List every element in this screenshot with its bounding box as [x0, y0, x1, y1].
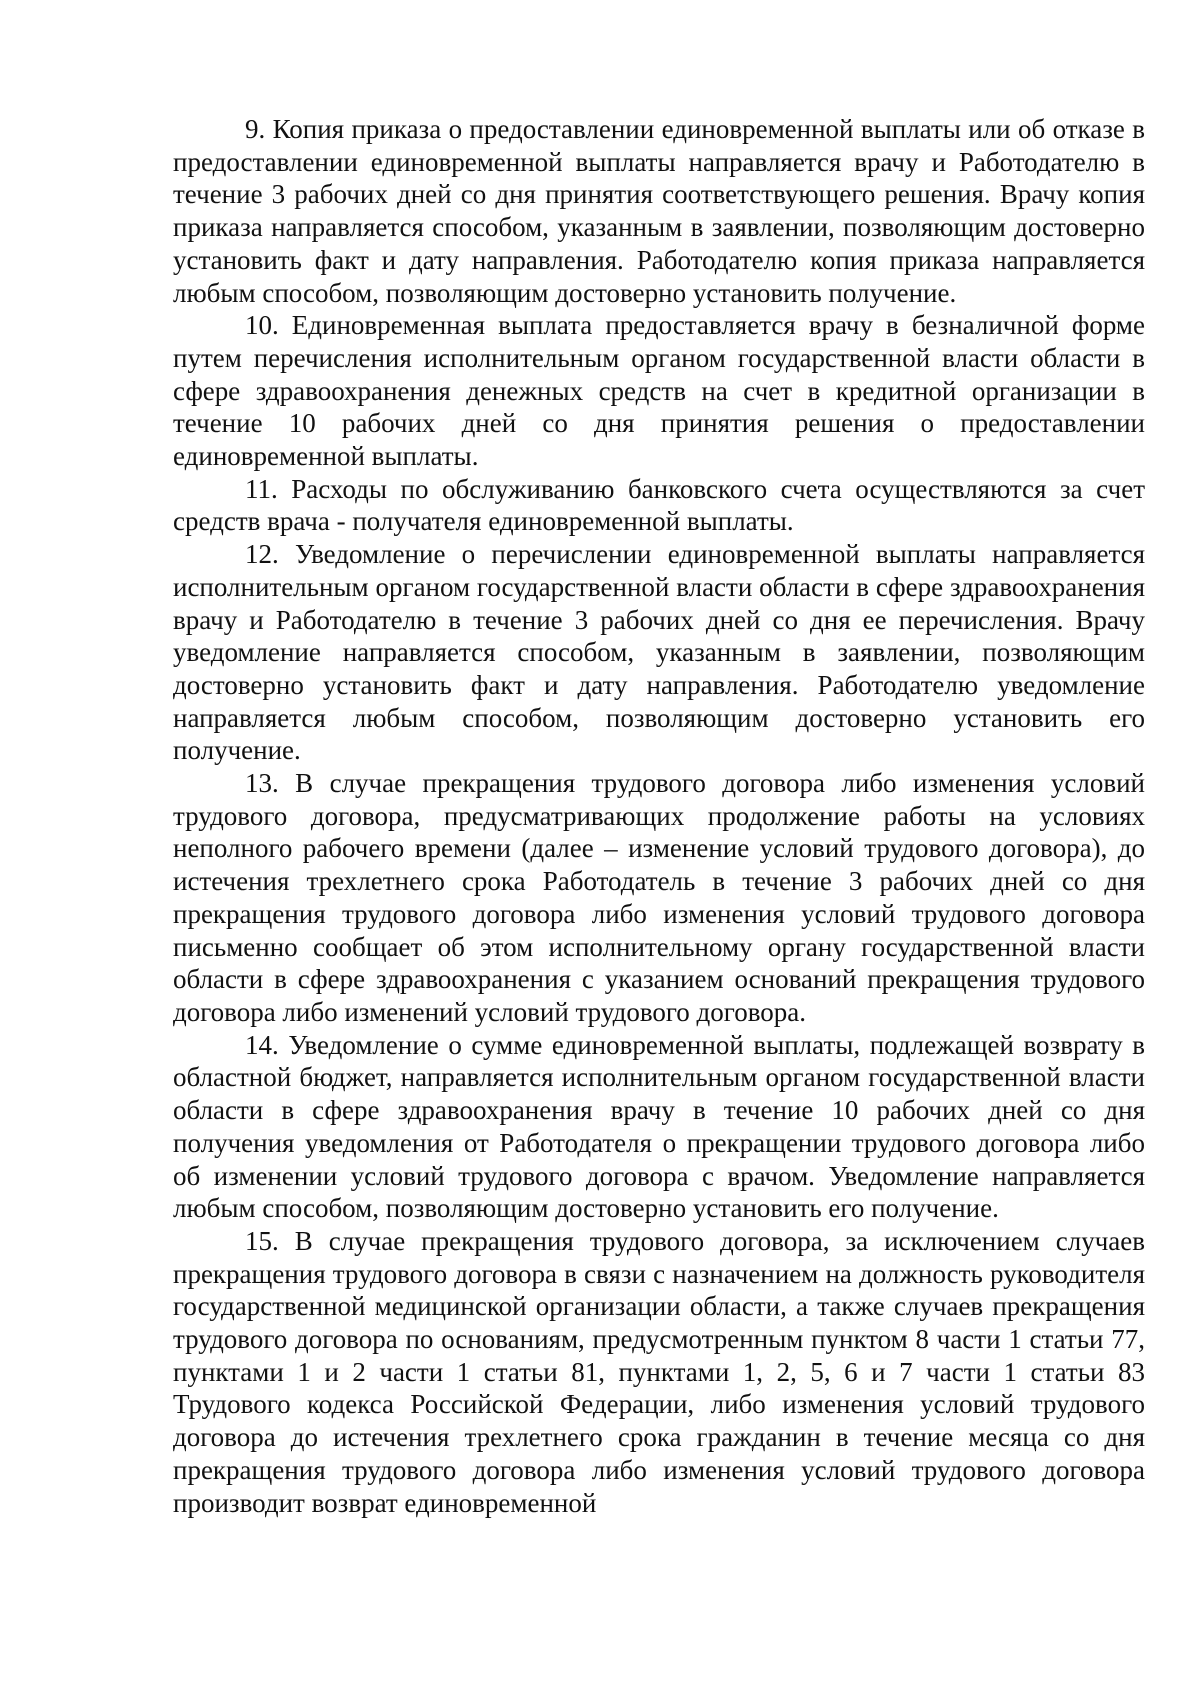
paragraph-12: 12. Уведомление о перечислении единовременной выплаты направляется исполнительным органом государственной власти области в сфере здравоохранения врачу и Работодателю в течение 3 рабочих дней со дня ее перечисления. Врачу уведомление направляется способом, указанным в заявлении, позволяющим достоверно установить факт и дату направления. Работодателю уведомление направляется любым способом, позволяющим достоверно установить его получение. — [173, 539, 1145, 766]
paragraph-14: 14. Уведомление о сумме единовременной выплаты, подлежащей возврату в областной бюджет, направляется исполнительным органом государственной власти области в сфере здравоохранения врачу в течение 10 рабочих дней со дня получения уведомления от Работодателя о прекращении трудового договора либо об изменении условий трудового договора с врачом. Уведомление направляется любым способом, позволяющим достоверно установить его получение. — [173, 1029, 1145, 1224]
paragraph-9: 9. Копия приказа о предоставлении единовременной выплаты или об отказе в предоставлении единовременной выплаты направляется врачу и Работодателю в течение 3 рабочих дней со дня принятия соответствующего решения. Врачу копия приказа направляется способом, указанным в заявлении, позволяющим достоверно установить факт и дату направления. Работодателю копия приказа направляется любым способом, позволяющим достоверно установить получение. — [173, 114, 1145, 308]
paragraph-13: 13. В случае прекращения трудового договора либо изменения условий трудового договора, предусматривающих продолжение работы на условиях неполного рабочего времени (далее – изменение условий трудового договора), до истечения трехлетнего срока Работодатель в течение 3 рабочих дней со дня прекращения трудового договора либо изменения условий трудового договора письменно сообщает об этом исполнительному органу государственной власти области в сфере здравоохранения с указанием оснований прекращения трудового договора либо изменений условий трудового договора. — [173, 768, 1145, 1027]
document-body — [173, 113, 1145, 1519]
paragraph-10: 10. Единовременная выплата предоставляется врачу в безналичной форме путем перечисления исполнительным органом государственной власти области в сфере здравоохранения денежных средств на счет в кредитной организации в течение 10 рабочих дней со дня принятия решения о предоставлении единовременной выплаты. — [173, 310, 1145, 472]
paragraph-11: 11. Расходы по обслуживанию банковского счета осуществляются за счет средств врача - получателя единовременной выплаты. — [173, 473, 1145, 537]
paragraph-15: 15. В случае прекращения трудового договора, за исключением случаев прекращения трудового договора в связи с назначением на должность руководителя государственной медицинской организации области, а также случаев прекращения трудового договора по основаниям, предусмотренным пунктом 8 части 1 статьи 77, пунктами 1 и 2 части 1 статьи 81, пунктами 1, 2, 5, 6 и 7 части 1 статьи 83 Трудового кодекса Российской Федерации, либо изменения условий трудового договора до истечения трехлетнего срока гражданин в течение месяца со дня прекращения трудового договора либо изменения условий трудового договора производит возврат единовременной — [173, 1225, 1145, 1518]
